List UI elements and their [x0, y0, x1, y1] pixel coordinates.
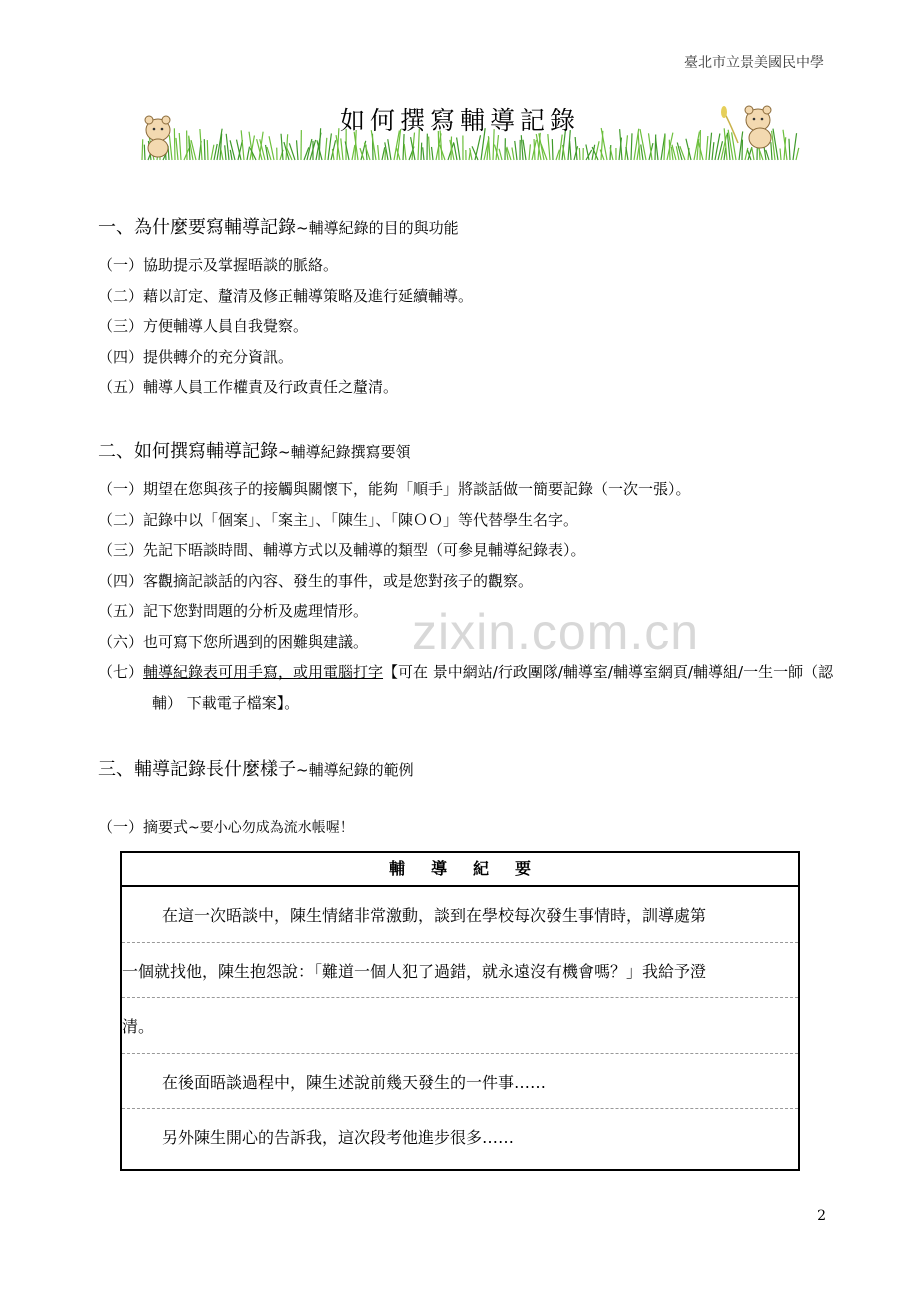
list-item: （五）記下您對問題的分析及處理情形。: [98, 602, 369, 620]
section-heading: 三、輔導記錄長什麼樣子~輔導紀錄的範例: [98, 759, 414, 780]
section-1: [98, 216, 838, 403]
example-record-box: [120, 851, 800, 1171]
section-1-list: [98, 250, 838, 403]
list-item: （一）期望在您與孩子的接觸與關懷下，能夠「順手」將談話做一簡要記錄（一次一張）。: [98, 480, 691, 498]
section-3: [98, 758, 838, 782]
section-2: [98, 440, 838, 718]
page-number: 2: [817, 1208, 826, 1224]
document-title: 如何撰寫輔導記錄: [339, 106, 580, 135]
record-line: 另外陳生開心的告訴我，這次段考他進步很多……: [162, 1128, 515, 1147]
record-line: 在這一次晤談中，陳生情緒非常激動，談到在學校每次發生事情時，訓導處第: [122, 887, 798, 943]
list-item: （一）協助提示及掌握晤談的脈絡。: [98, 256, 339, 274]
school-name: 臺北市立景美國民中學: [684, 55, 824, 71]
list-item: （二）記錄中以「個案」、「案主」、「陳生」、「陳ＯＯ」等代替學生名字。: [98, 510, 579, 529]
list-item: （三）先記下晤談時間、輔導方式以及輔導的類型（可參見輔導紀錄表）。: [98, 541, 586, 559]
example-label: （一）摘要式~要小心勿成為流水帳喔！: [98, 818, 354, 836]
list-item: （三）方便輔導人員自我覺察。: [98, 317, 309, 335]
list-item: （二）藉以訂定、釐清及修正輔導策略及進行延續輔導。: [98, 286, 474, 305]
list-item: （四）提供轉介的充分資訊。: [98, 347, 294, 366]
record-line: 在後面晤談過程中，陳生述說前幾天發生的一件事……: [122, 1054, 798, 1110]
list-item: （五）輔導人員工作權責及行政責任之釐清。: [98, 378, 399, 396]
list-item: （六）也可寫下您所遇到的困難與建議。: [98, 632, 369, 651]
record-line: 清。: [122, 998, 798, 1054]
watermark: zixin.com.cn: [412, 604, 700, 660]
section-heading: 二、如何撰寫輔導記錄~輔導紀錄撰寫要領: [98, 441, 411, 462]
list-item-download: （七）輔導紀錄表可用手寫，或用電腦打字【可在 景中網站/行政團隊/輔導室/輔導室網頁/輔導組/一生一師（認輔） 下載電子檔案】。: [98, 663, 834, 712]
section-heading: 一、為什麼要寫輔導記錄~輔導紀錄的目的與功能: [98, 217, 459, 238]
list-item: （四）客觀摘記談話的內容、發生的事件，或是您對孩子的觀察。: [98, 571, 534, 590]
box-title: 輔導紀要: [122, 853, 798, 887]
record-line: 一個就找他，陳生抱怨說：「難道一個人犯了過錯，就永遠沒有機會嗎？」我給予澄: [122, 943, 798, 999]
section-2-list: [98, 474, 838, 718]
